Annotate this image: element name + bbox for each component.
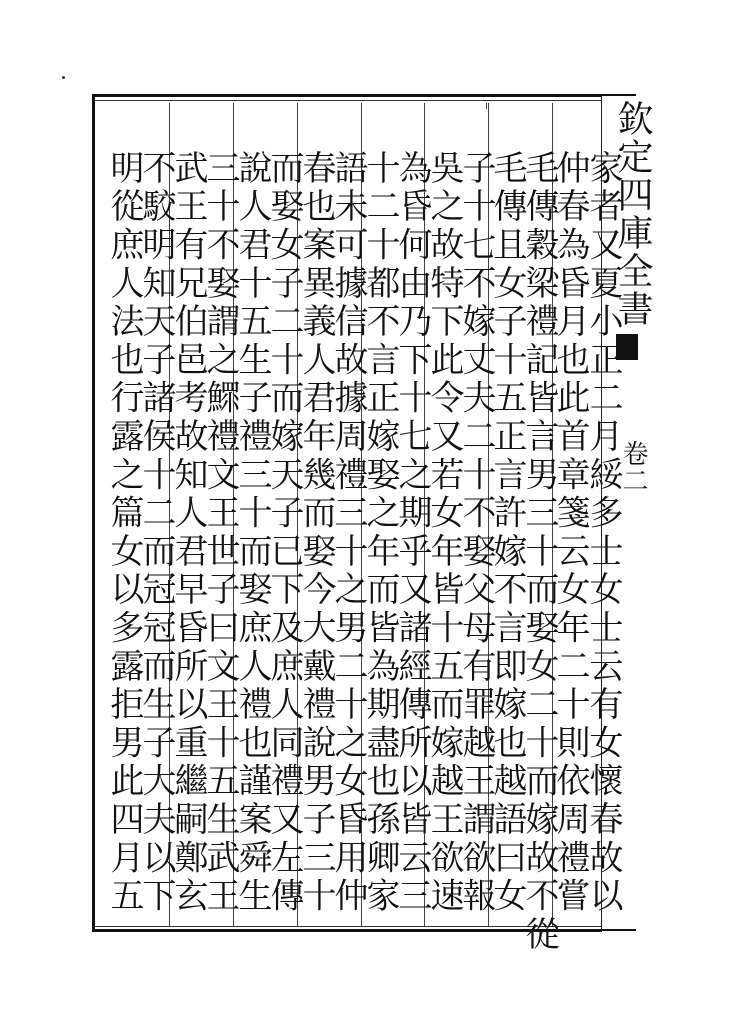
text-column-8: 十二十都不言正嫁娶之年而皆為期盡也孫卿家: [360, 150, 400, 916]
text-column-13: 三十不娶謂之鰥禮文王世子曰文王十五生武王: [200, 150, 240, 916]
text-column-6: 吳之故特下此令又若女年皆十五而嫁越王欲速: [424, 150, 464, 916]
volume-label: 卷二: [618, 440, 648, 494]
text-column-5: 子十七不嫁丈夫二十不娶父母有罪越王謂欲報: [456, 150, 496, 916]
text-column-2: 仲春為昏月也此首章箋云女年二十則依周禮嘗: [550, 150, 590, 916]
text-column-12: 說人君十五生子禮三十而娶庶人禮也謹案舜生: [232, 150, 272, 916]
margin-top-rule: [602, 94, 636, 96]
inner-top-rule: [95, 100, 602, 101]
text-column-15: 不駮明知天子諸侯十二而冠冠而生子大夫以下: [136, 150, 176, 916]
fold-mark: [486, 103, 487, 109]
margin-bottom-rule: [602, 929, 636, 931]
text-column-11: 而娶女子二十而嫁天子已下及庶人同禮又左傳: [264, 150, 304, 916]
text-column-14: 武王有兄伯邑考故知人君早昏所以重繼嗣鄭玄: [168, 150, 208, 916]
book-title: 欽定四庫全書: [612, 100, 653, 328]
page-speck: [62, 76, 65, 79]
text-column-1: 家者又夏小正二月綏多士女士云有女懷春故以: [583, 150, 623, 916]
text-column-10: 春也案異義人君年幾而娶今大戴禮說男子三十: [296, 150, 336, 916]
text-column-7: 為昏何由乃下十七之期乎又諸經傳所以皆云三: [392, 150, 432, 916]
text-column-16: 明從庶人法也行露之篇女以多露拒男此四月五: [104, 150, 144, 916]
text-column-3: 毛傳穀梁禮記皆言男三十而娶女二十而嫁故不從: [519, 150, 559, 955]
text-column-9: 語未可據信故據周禮三十之男二十之女昏用仲: [328, 150, 368, 916]
text-column-4: 毛傳且女子十五正言許嫁不言即嫁也越語曰女: [487, 150, 527, 916]
